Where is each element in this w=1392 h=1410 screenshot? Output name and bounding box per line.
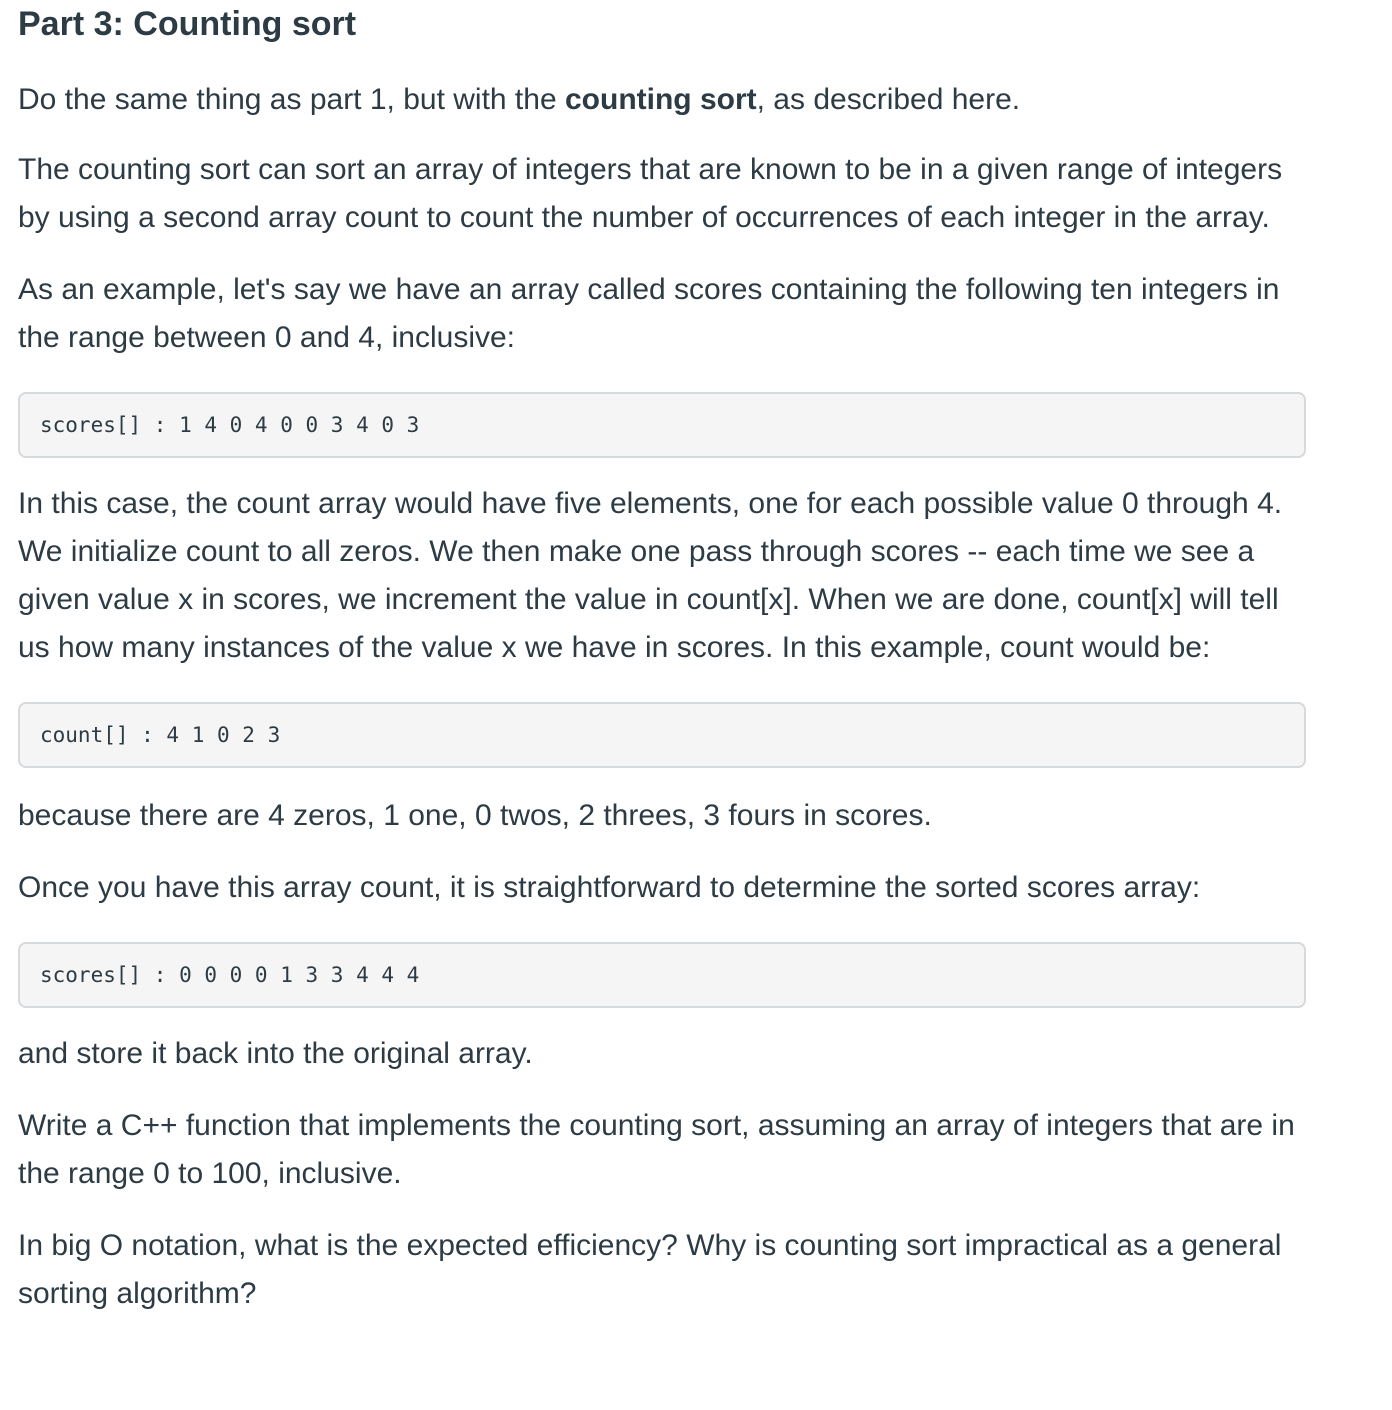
case-paragraph: In this case, the count array would have five elements, one for each possible value 0 through 4. We initialize count to all zeros. We then make one pass through scores -- each time we see a given value x in scores, we increment the value in count[x]. When we are done, count[x] will tell us how many instances of the value x we have in scores. In this example, count would be:	[18, 487, 1283, 664]
intro-paragraph	[18, 76, 1308, 124]
store-paragraph: and store it back into the original array.	[18, 1037, 533, 1070]
because-paragraph: because there are 4 zeros, 1 one, 0 twos, 2 threes, 3 fours in scores.	[18, 799, 932, 832]
code-block-scores-sorted: scores[] : 0 0 0 0 1 3 3 4 4 4	[18, 942, 1306, 1008]
intro-bold-term: counting sort	[564, 83, 757, 116]
code-block-scores-input: scores[] : 1 4 0 4 0 0 3 4 0 3	[18, 392, 1306, 458]
code-block-count: count[] : 4 1 0 2 3	[18, 702, 1306, 768]
bigo-paragraph: In big O notation, what is the expected efficiency? Why is counting sort impractical as a general sorting algorithm?	[18, 1229, 1282, 1310]
description-paragraph: The counting sort can sort an array of integers that are known to be in a given range of integers by using a second array count to count the number of occurrences of each integer in the array.	[18, 153, 1283, 234]
once-paragraph: Once you have this array count, it is straightforward to determine the sorted scores array:	[18, 871, 1201, 904]
example-paragraph: As an example, let's say we have an array called scores containing the following ten integers in the range between 0 and 4, inclusive:	[18, 273, 1280, 354]
intro-text-after: , as described here.	[756, 83, 1021, 116]
intro-text-before: Do the same thing as part 1, but with the	[18, 83, 565, 116]
page-title: Part 3: Counting sort	[18, 5, 357, 43]
write-paragraph: Write a C++ function that implements the counting sort, assuming an array of integers that are in the range 0 to 100, inclusive.	[18, 1109, 1295, 1190]
